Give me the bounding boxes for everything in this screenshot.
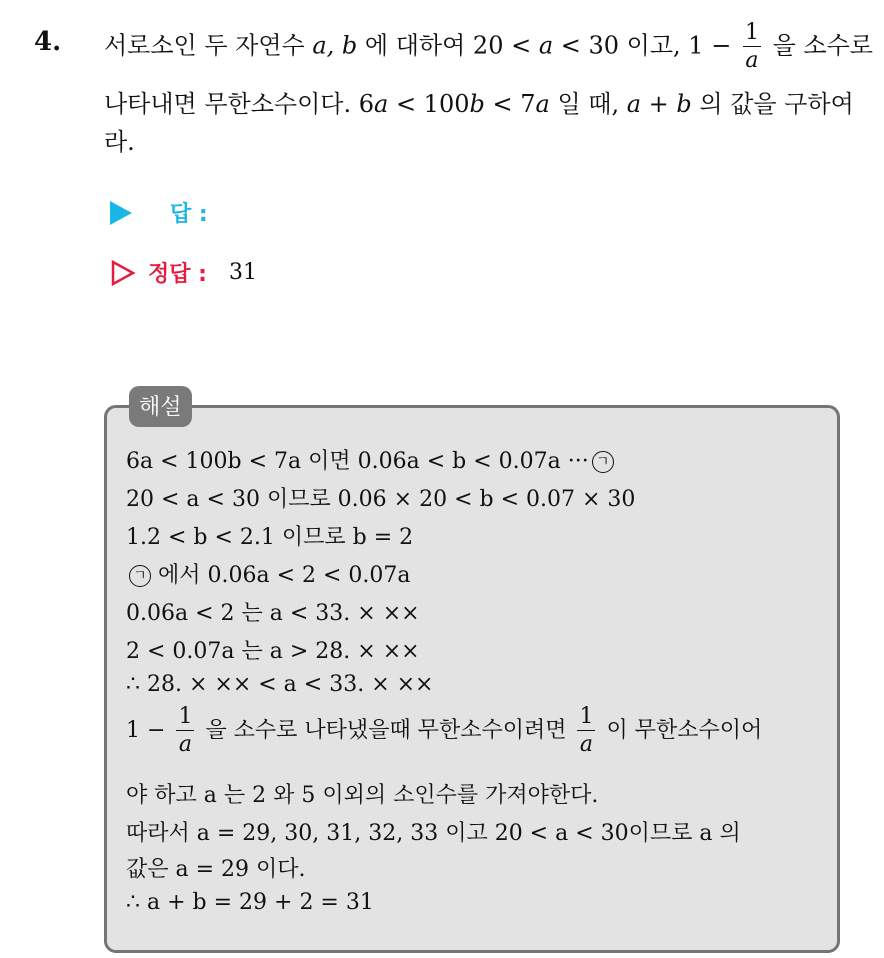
question-var: b <box>469 90 485 118</box>
question-line-1 <box>104 22 873 72</box>
play-triangle-icon <box>110 201 132 225</box>
solution-line-6: 2 < 0.07a 는 a > 28. × ×× <box>126 639 420 664</box>
question-text: < 7 <box>484 90 536 118</box>
question-text: 서로소인 두 자연수 <box>104 31 313 60</box>
question-text: < 30 이고, 1 − <box>553 31 739 60</box>
fraction-one-over-a <box>577 706 595 756</box>
question-var: a, b <box>312 31 358 60</box>
answer-label: 답 : <box>170 202 208 227</box>
correct-answer-row <box>110 257 257 288</box>
question-text: 에 대하여 20 < <box>357 31 539 60</box>
fraction-one-over-a <box>176 706 194 756</box>
fraction-numerator: 1 <box>178 704 193 729</box>
correct-answer-value: 31 <box>228 260 257 285</box>
fraction-one-over-a <box>743 22 761 72</box>
fraction-denominator: a <box>579 732 594 757</box>
solution-text: 을 소수로 나타냈을때 무한소수이려면 <box>205 718 567 743</box>
question-line-2 <box>104 84 854 119</box>
answer-row <box>110 197 208 228</box>
question-text: < 100 <box>388 90 470 118</box>
solution-line-4 <box>126 558 411 589</box>
question-text: 을 소수로 <box>764 31 873 60</box>
solution-line-12: ∴ a + b = 29 + 2 = 31 <box>126 890 374 915</box>
question-text: + <box>641 90 677 118</box>
solution-line-8 <box>126 706 762 756</box>
fraction-numerator: 1 <box>579 704 594 729</box>
solution-line-9: 야 하고 a 는 2 와 5 이외의 소인수를 가져야한다. <box>126 783 599 808</box>
circled-mark: ㄱ <box>129 565 151 587</box>
solution-line-1 <box>126 444 614 475</box>
circled-mark: ㄱ <box>592 451 614 473</box>
fraction-denominator: a <box>745 48 759 73</box>
correct-answer-label: 정답 : <box>148 262 207 287</box>
question-text: 일 때, <box>549 90 627 118</box>
question-var: b <box>676 90 692 118</box>
question-text: 의 값을 구하여 <box>691 90 854 118</box>
question-var: a <box>538 31 554 60</box>
solution-text: 1 − <box>126 718 166 743</box>
solution-text: 에서 0.06a < 2 < 0.07a <box>158 563 411 588</box>
question-text: 나타내면 무한소수이다. 6 <box>104 90 374 118</box>
solution-line-3: 1.2 < b < 2.1 이므로 b = 2 <box>126 525 414 550</box>
outline-triangle-icon <box>110 260 136 286</box>
solution-tab: 해설 <box>129 386 192 427</box>
question-var: a <box>535 90 550 118</box>
fraction-denominator: a <box>178 732 192 757</box>
question-number: 4. <box>34 27 62 57</box>
solution-line-11: 값은 a = 29 이다. <box>126 857 306 882</box>
solution-text: 이 무한소수이어 <box>606 718 763 743</box>
question-line-3: 라. <box>104 128 135 156</box>
solution-line-2: 20 < a < 30 이므로 0.06 × 20 < b < 0.07 × 30 <box>126 487 636 512</box>
solution-line-10: 따라서 a = 29, 30, 31, 32, 33 이고 20 < a < 30이므로 a 의 <box>126 821 741 846</box>
solution-text: 6a < 100b < 7a 이면 0.06a < b < 0.07a ··· <box>126 449 589 474</box>
solution-line-5: 0.06a < 2 는 a < 33. × ×× <box>126 601 420 626</box>
solution-line-7: ∴ 28. × ×× < a < 33. × ×× <box>126 672 434 697</box>
question-var: a <box>374 90 389 118</box>
fraction-numerator: 1 <box>744 20 759 45</box>
question-var: a <box>626 90 642 118</box>
